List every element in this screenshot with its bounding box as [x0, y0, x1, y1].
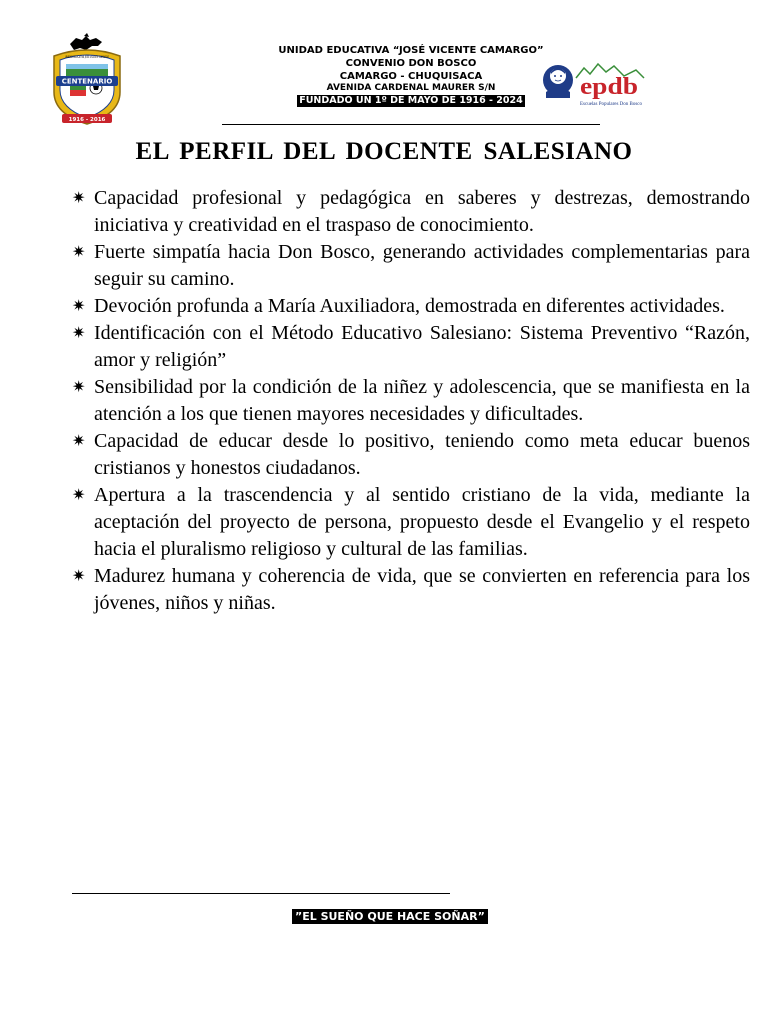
- list-item: [72, 293, 750, 320]
- list-item-text: Devoción profunda a María Auxiliadora, demostrada en diferentes actividades.: [94, 295, 725, 317]
- institution-founded-badge: FUNDADO UN 1º DE MAYO DE 1916 - 2024: [299, 95, 523, 106]
- emblem-ring-text: UNIDAD EDUCATIVA JOSÉ VICENTE CAMARGO: [65, 55, 138, 59]
- profile-list: [72, 185, 750, 617]
- school-emblem-logo: [46, 34, 138, 126]
- epdb-wordmark: epdb: [580, 74, 638, 100]
- list-item: [72, 185, 750, 239]
- list-item: [72, 482, 750, 563]
- signature-line: [72, 893, 450, 894]
- asterisk-bullet-icon: ✷: [72, 487, 86, 504]
- asterisk-bullet-icon: ✷: [72, 325, 86, 342]
- institution-name: UNIDAD EDUCATIVA “JOSÉ VICENTE CAMARGO”: [278, 45, 544, 56]
- asterisk-bullet-icon: ✷: [72, 433, 86, 450]
- asterisk-bullet-icon: ✷: [72, 298, 86, 315]
- institution-agreement: CONVENIO DON BOSCO: [345, 58, 477, 69]
- list-item: [72, 374, 750, 428]
- asterisk-bullet-icon: ✷: [72, 244, 86, 261]
- institution-block: [230, 44, 592, 107]
- list-item: [72, 563, 750, 617]
- list-item-text: Apertura a la trascendencia y al sentido cristiano de la vida, mediante la aceptación del proyecto de persona, propuesto desde el Evangelio y el respeto hacia el pluralismo religioso y cultural de las familias.: [94, 484, 750, 560]
- institution-location: CAMARGO - CHUQUISACA: [339, 71, 483, 82]
- asterisk-bullet-icon: ✷: [72, 379, 86, 396]
- horse-rider-icon: [70, 36, 102, 50]
- footer-slogan: ”EL SUEÑO QUE HACE SOÑAR”: [292, 909, 488, 924]
- document-header: [0, 0, 768, 135]
- asterisk-bullet-icon: ✷: [72, 568, 86, 585]
- epdb-logo: [540, 58, 646, 110]
- list-item-text: Capacidad de educar desde lo positivo, teniendo como meta educar buenos cristianos y honestos ciudadanos.: [94, 430, 750, 479]
- emblem-years-text: 1916 - 2016: [68, 117, 106, 123]
- page-title: EL PERFIL DEL DOCENTE SALESIANO: [135, 138, 633, 165]
- list-item-text: Sensibilidad por la condición de la niñez y adolescencia, que se manifiesta en la atención a los que tienen mayores necesidades y dificultades.: [94, 376, 750, 425]
- header-divider: [222, 124, 600, 125]
- don-bosco-portrait-icon: [543, 65, 573, 98]
- list-item: [72, 428, 750, 482]
- epdb-caption: Escuelas Populares Don Bosco: [580, 102, 643, 107]
- list-item-text: Madurez humana y coherencia de vida, que se convierten en referencia para los jóvenes, niños y niñas.: [94, 565, 750, 614]
- asterisk-bullet-icon: ✷: [72, 190, 86, 207]
- emblem-banner-text: CENTENARIO: [61, 77, 113, 86]
- list-item: [72, 320, 750, 374]
- list-item-text: Capacidad profesional y pedagógica en saberes y destrezas, demostrando iniciativa y creatividad en el traspaso de conocimiento.: [94, 187, 750, 236]
- list-item-text: Fuerte simpatía hacia Don Bosco, generando actividades complementarias para seguir su camino.: [94, 241, 750, 290]
- institution-address: AVENIDA CARDENAL MAURER S/N: [326, 83, 496, 93]
- list-item: [72, 239, 750, 293]
- list-item-text: Identificación con el Método Educativo Salesiano: Sistema Preventivo “Razón, amor y religión”: [94, 322, 750, 371]
